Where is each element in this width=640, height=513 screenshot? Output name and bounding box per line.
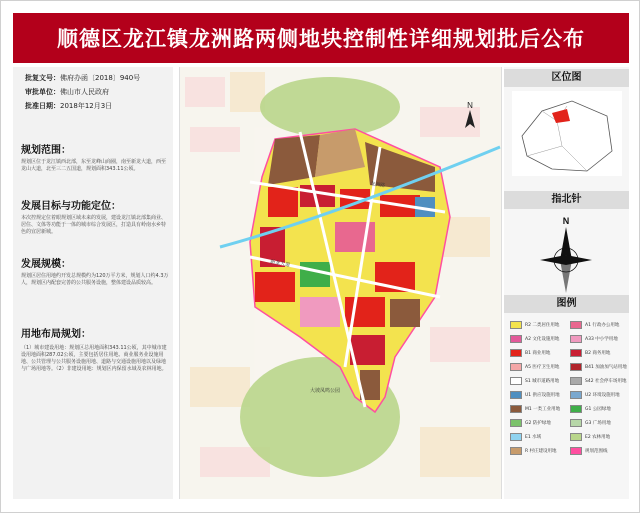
legend-item xyxy=(510,433,541,441)
legend-item xyxy=(570,433,610,441)
legend-item xyxy=(510,335,559,343)
legend-label: 规划范围线 xyxy=(585,449,608,454)
legend-swatch xyxy=(510,321,522,329)
legend-item xyxy=(570,363,627,371)
info-panel xyxy=(13,67,173,499)
map-north-letter: N xyxy=(467,101,473,110)
legend-item xyxy=(510,349,550,357)
legend-item xyxy=(510,321,559,329)
legend-item xyxy=(570,405,611,413)
legend-label: B41 加油加气站用地 xyxy=(585,365,627,370)
legend-swatch xyxy=(510,391,522,399)
legend-label: G1 公园绿地 xyxy=(585,407,611,412)
legend-item xyxy=(570,349,610,357)
legend-label: G3 广场用地 xyxy=(585,421,611,426)
legend-swatch xyxy=(570,419,582,427)
scale-text: 规划区居住用地约开发总规模约为120万平方米，规划人口约4.3万人，规划区内配套完善的公共服务设施，整体建设品质较高。 xyxy=(21,273,169,286)
legend-label: E2 农林用地 xyxy=(585,435,611,440)
legend-label: S42 社会停车场用地 xyxy=(585,379,627,384)
legend-item xyxy=(570,377,627,385)
hill-north xyxy=(260,77,400,137)
legend-label: B2 商务用地 xyxy=(585,351,611,356)
map-svg xyxy=(180,67,501,499)
legend-label: A33 中小学用地 xyxy=(585,337,618,342)
legend-label: A5 医疗卫生用地 xyxy=(525,365,560,370)
legend-swatch xyxy=(570,349,582,357)
goal-title: 发展目标与功能定位： xyxy=(21,201,121,212)
legend-item xyxy=(510,447,557,455)
legend-label: A1 行政办公用地 xyxy=(585,323,620,328)
legend-item xyxy=(510,363,559,371)
road-label-2: 新龙大道 xyxy=(269,259,291,269)
legend-swatch xyxy=(570,433,582,441)
legend-swatch xyxy=(510,447,522,455)
north-title: 指北针 xyxy=(504,191,629,209)
legend-item xyxy=(570,419,611,427)
legend-label: R2 二类居住用地 xyxy=(525,323,560,328)
legend-swatch xyxy=(570,363,582,371)
compass xyxy=(536,215,596,295)
scope-text: 规划区位于龙江镇西北部，东至龙峰山商圈，南至新龙大道，西至龙山大道，北至三二五国道，规划面积343.11公顷。 xyxy=(21,159,167,172)
legend-label: R 村庄建设用地 xyxy=(525,449,557,454)
legend-swatch xyxy=(510,433,522,441)
legend-swatch xyxy=(510,363,522,371)
legend-swatch xyxy=(570,391,582,399)
legend-item xyxy=(510,377,559,385)
side-panel xyxy=(504,67,629,499)
legend-label: S1 城市道路用地 xyxy=(525,379,560,384)
legend-item xyxy=(570,391,620,399)
legend-swatch xyxy=(570,335,582,343)
scope-title: 规划范围： xyxy=(21,145,71,156)
legend-item xyxy=(570,335,618,343)
landuse-title: 用地布局规划： xyxy=(21,329,91,340)
park-label: 大坡凤鸣公园 xyxy=(310,388,341,394)
legend-item xyxy=(510,391,560,399)
legend-swatch xyxy=(570,321,582,329)
scale-title: 发展规模： xyxy=(21,259,71,270)
road-label-1: 龙洲路 xyxy=(369,181,386,190)
legend-swatch xyxy=(510,419,522,427)
legend-item xyxy=(510,405,560,413)
legend-swatch xyxy=(570,447,582,455)
legend-item xyxy=(510,419,551,427)
region-map xyxy=(512,91,622,176)
approval-doc: 批复文号：佛府办函〔2018〕940号 xyxy=(25,74,141,82)
legend-item xyxy=(570,447,608,455)
region-map-title: 区位图 xyxy=(504,69,629,87)
legend-title: 图例 xyxy=(504,295,629,313)
legend-swatch xyxy=(510,405,522,413)
legend-swatch xyxy=(510,377,522,385)
page-title: 顺德区龙江镇龙洲路两侧地块控制性详细规划批后公布 xyxy=(57,27,585,51)
compass-letter: N xyxy=(562,216,570,226)
legend-item xyxy=(570,321,619,329)
approval-date: 批准日期：2018年12月3日 xyxy=(25,102,113,110)
approval-unit: 审批单位：佛山市人民政府 xyxy=(25,88,109,96)
landuse-text: （1）城市建设用地：规划区总用地面积343.11公顷，其中城市建设用地面积287.02公顷，主要包括居住用地、商业服务业设施用地、公共管理与公共服务设施用地、道路与交通设施用地以及绿地与广场用地等。（2）非建设用地：规划区内保留水域及农林用地。 xyxy=(21,345,167,372)
legend-label: U2 环境设施用地 xyxy=(585,393,620,398)
legend-swatch xyxy=(510,349,522,357)
legend-label: B1 商业用地 xyxy=(525,351,551,356)
legend-label: U1 供应设施用地 xyxy=(525,393,560,398)
legend-label: G2 防护绿地 xyxy=(525,421,551,426)
title-bar xyxy=(13,13,629,63)
land-use-map xyxy=(179,67,502,499)
legend-swatch xyxy=(570,405,582,413)
goal-text: 本次控规定位着眼规划区域未来的发展，建设龙江镇北部集商业、居住、文体等功能于一体的城市综合发展区，打造具有岭南水乡特色的宜居新城。 xyxy=(21,215,167,235)
legend-label: E1 水域 xyxy=(525,435,542,440)
legend-swatch xyxy=(510,335,522,343)
legend-swatch xyxy=(570,377,582,385)
legend-label: A2 文化设施用地 xyxy=(525,337,560,342)
legend-label: M1 一类工业用地 xyxy=(525,407,561,412)
